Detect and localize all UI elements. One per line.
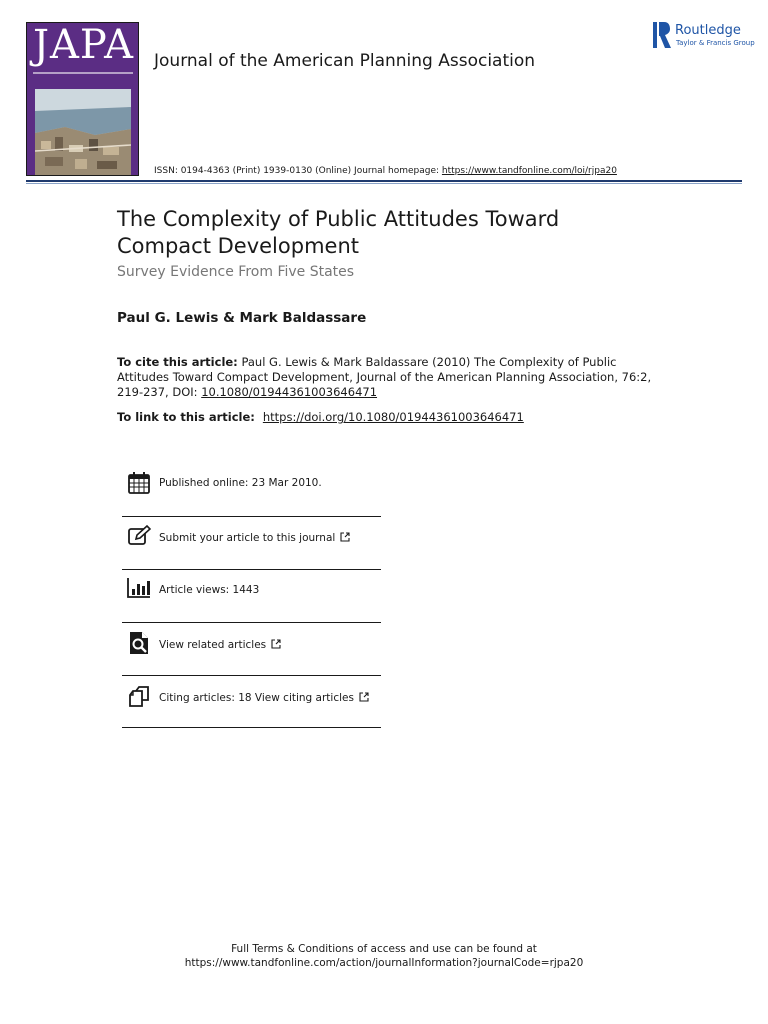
- related-articles-link[interactable]: [159, 639, 281, 651]
- cover-photo: [35, 89, 131, 176]
- panel-divider: [122, 675, 381, 676]
- routledge-icon: [653, 22, 671, 48]
- submit-article-item[interactable]: [122, 524, 381, 554]
- panel-divider: [122, 622, 381, 623]
- related-articles-text: View related articles: [159, 639, 267, 651]
- issn-text: ISSN: 0194-4363 (Print) 1939-0130 (Online) Journal homepage:: [154, 166, 442, 176]
- submit-article-link[interactable]: [159, 532, 350, 544]
- search-document-icon: [127, 631, 151, 655]
- published-online-item: [122, 471, 381, 501]
- submit-article-text: Submit your article to this journal: [159, 532, 336, 544]
- published-online-text: Published online: 23 Mar 2010.: [159, 477, 322, 489]
- cite-label: To cite this article:: [117, 355, 238, 369]
- article-title-line2: Compact Development: [117, 234, 359, 258]
- footer-line1: Full Terms & Conditions of access and use can be found at: [231, 943, 537, 955]
- cover-title: JAPA: [32, 22, 135, 68]
- header-rule-light: [26, 183, 742, 184]
- footer-terms-link[interactable]: https://www.tandfonline.com/action/journalInformation?journalCode=rjpa20: [184, 957, 584, 969]
- link-label: To link to this article:: [117, 410, 259, 424]
- panel-divider: [122, 569, 381, 570]
- panel-divider: [122, 516, 381, 517]
- journal-name: Journal of the American Planning Association: [154, 51, 536, 71]
- cite-text: Paul G. Lewis & Mark Baldassare (2010) The Complexity of Public Attitudes Toward Compact Development, Journal of the American Planning Association, 76:2, 219-237, DOI:: [117, 355, 652, 399]
- edit-icon: [127, 524, 151, 548]
- citing-articles-link[interactable]: [159, 692, 369, 704]
- header-rule: [26, 180, 742, 182]
- article-views-item: [122, 576, 381, 606]
- copy-icon: [127, 684, 151, 708]
- article-authors: Paul G. Lewis & Mark Baldassare: [117, 310, 367, 326]
- cover-subtitle-strip: [33, 72, 133, 74]
- citing-articles-text: Citing articles: 18 View citing articles: [159, 692, 354, 704]
- article-doi-link[interactable]: https://doi.org/10.1080/01944361003646471: [262, 410, 524, 424]
- article-title-line1: The Complexity of Public Attitudes Toward: [117, 207, 560, 231]
- issn-line: [154, 166, 617, 176]
- publisher-name: Routledge: [675, 23, 741, 38]
- article-title: [117, 206, 677, 260]
- article-views-text: Article views: 1443: [159, 584, 260, 596]
- external-link-icon: [340, 532, 350, 542]
- publisher-group: Taylor & Francis Group: [676, 39, 755, 47]
- article-link-line: [117, 410, 524, 424]
- bar-chart-icon: [127, 576, 151, 600]
- calendar-icon: [127, 471, 151, 495]
- terms-footer: [0, 942, 768, 970]
- cite-doi-link[interactable]: 10.1080/01944361003646471: [201, 385, 378, 399]
- citation-block: [117, 355, 657, 400]
- citing-articles-item[interactable]: [122, 684, 381, 714]
- external-link-icon: [359, 692, 369, 702]
- journal-cover: [26, 22, 139, 176]
- panel-divider: [122, 727, 381, 728]
- external-link-icon: [271, 639, 281, 649]
- article-subtitle: Survey Evidence From Five States: [117, 264, 355, 280]
- related-articles-item[interactable]: [122, 631, 381, 661]
- journal-homepage-link[interactable]: https://www.tandfonline.com/loi/rjpa20: [441, 166, 617, 176]
